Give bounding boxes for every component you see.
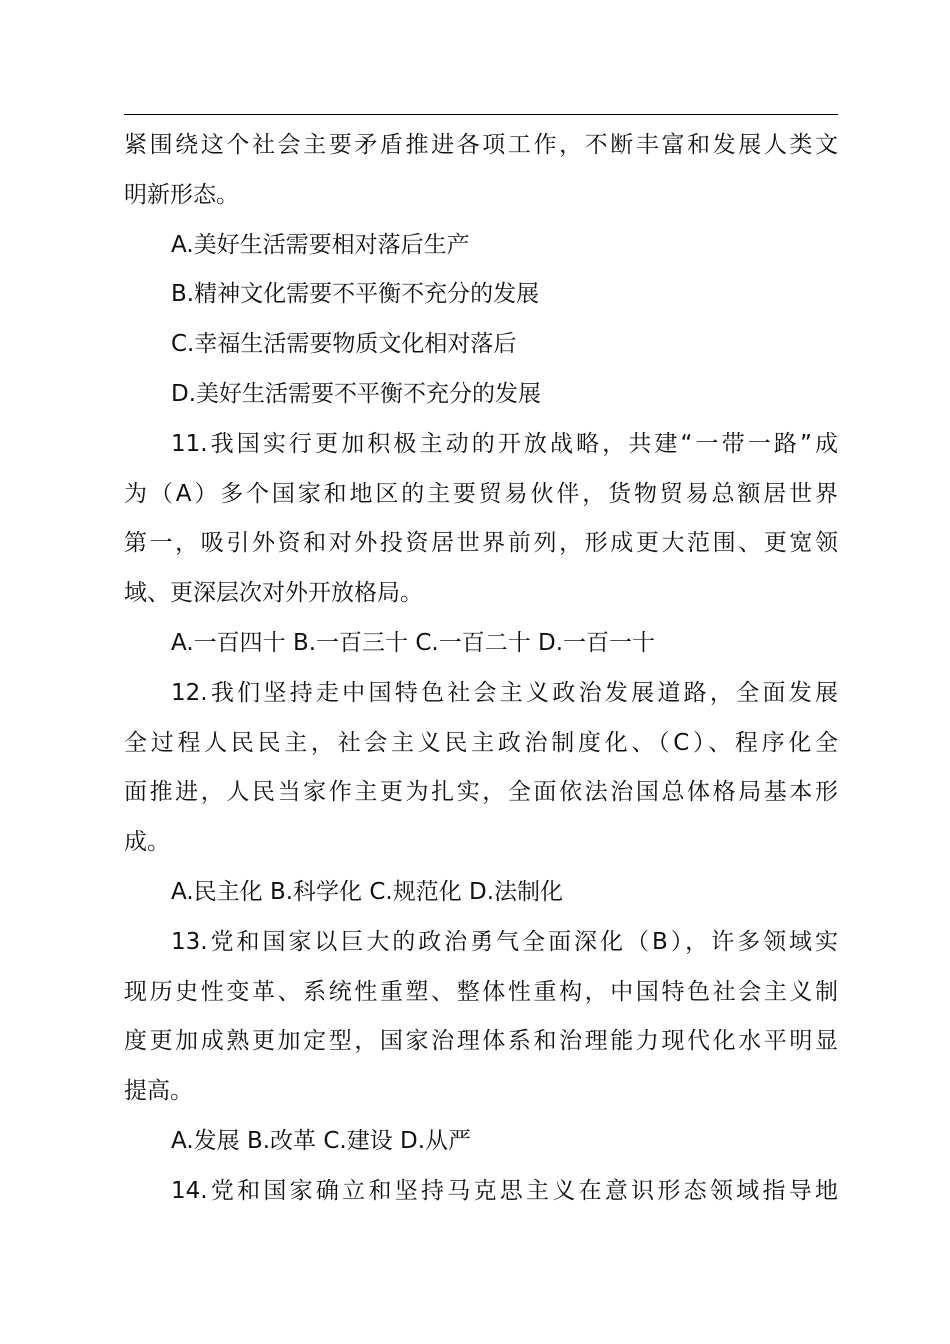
paragraph-line: 明新形态。 xyxy=(124,181,239,208)
question-12-line: 全过程人民民主，社会主义民主政治制度化、（C）、程序化全 xyxy=(124,729,838,756)
answer-option: B.精神文化需要不平衡不充分的发展 xyxy=(171,281,540,308)
paragraph-line: 紧围绕这个社会主要矛盾推进各项工作，不断丰富和发展人类文 xyxy=(124,132,838,158)
question-11-line: 第一，吸引外资和对外投资居世界前列，形成更大范围、更宽领 xyxy=(124,530,838,557)
answer-option: A.美好生活需要相对落后生产 xyxy=(171,231,470,258)
question-14-line: 14.党和国家确立和坚持马克思主义在意识形态领域指导地 xyxy=(171,1177,838,1204)
question-12-line: 12.我们坚持走中国特色社会主义政治发展道路，全面发展 xyxy=(171,679,838,706)
question-11-line: 为（A）多个国家和地区的主要贸易伙伴，货物贸易总额居世界 xyxy=(124,480,838,507)
question-11-line: 11.我国实行更加积极主动的开放战略，共建“一带一路”成 xyxy=(171,430,838,457)
question-13-line: 现历史性变革、系统性重塑、整体性重构，中国特色社会主义制 xyxy=(124,978,838,1005)
question-13-options: A.发展 B.改革 C.建设 D.从严 xyxy=(171,1127,472,1154)
question-12-line: 成。 xyxy=(124,829,170,856)
answer-option: D.美好生活需要不平衡不充分的发展 xyxy=(171,380,542,407)
question-13-line: 度更加成熟更加定型，国家治理体系和治理能力现代化水平明显 xyxy=(124,1028,838,1055)
question-11-options: A.一百四十 B.一百三十 C.一百二十 D.一百一十 xyxy=(171,629,656,656)
document-body xyxy=(124,121,838,1217)
question-12-line: 面推进，人民当家作主更为扎实，全面依法治国总体格局基本形 xyxy=(124,779,838,806)
question-12-options: A.民主化 B.科学化 C.规范化 D.法制化 xyxy=(171,878,564,905)
header-rule xyxy=(124,114,838,115)
question-13-line: 提高。 xyxy=(124,1078,193,1105)
question-11-line: 域、更深层次对外开放格局。 xyxy=(124,580,423,607)
answer-option: C.幸福生活需要物质文化相对落后 xyxy=(171,331,517,358)
question-13-line: 13.党和国家以巨大的政治勇气全面深化（B），许多领域实 xyxy=(171,928,838,955)
